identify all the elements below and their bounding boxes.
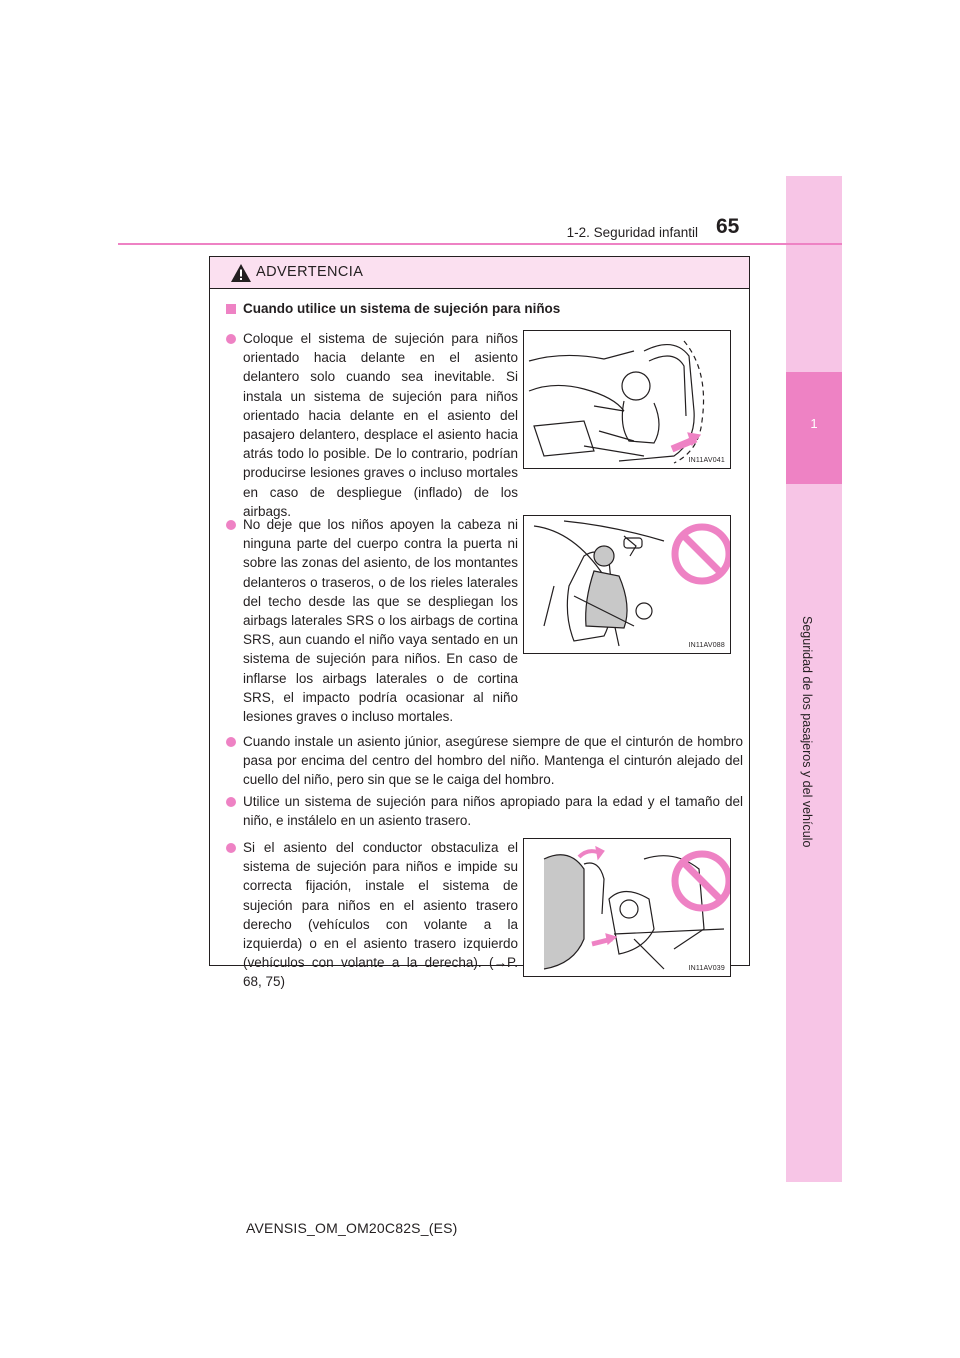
warning-title: ADVERTENCIA [256, 264, 364, 280]
forward-facing-child-seat-illustration [524, 331, 731, 469]
warning-header [210, 257, 749, 289]
warning-triangle-icon [230, 263, 252, 283]
chapter-number-tab [786, 372, 842, 484]
square-bullet-icon [226, 304, 236, 314]
footer-document-code: AVENSIS_OM_OM20C82S_(ES) [246, 1220, 458, 1236]
list-item-text: Si el asiento del conductor obstaculiza el sistema de sujeción para niños e impide su correcta fijación, instale el sistema de sujeción para niños en el asiento trasero derecho (vehículos con volante a la izquierda) o en el asiento trasero izquierdo (vehículos con volante a la derecha). (→P. 68, 75) [243, 840, 518, 990]
list-item [226, 792, 743, 830]
bullet-icon [226, 334, 236, 344]
bullet-icon [226, 520, 236, 530]
bullet-icon [226, 737, 236, 747]
figure-code: IN11AV088 [688, 642, 725, 649]
child-seat-rear-prohibited-illustration [524, 839, 731, 977]
figure-code: IN11AV041 [688, 457, 725, 464]
figure-child-leaning-prohibited [523, 515, 731, 654]
page-number: 65 [716, 215, 740, 238]
chapter-number: 1 [810, 416, 818, 431]
warning-box [209, 256, 750, 990]
child-leaning-on-door-prohibited-illustration [524, 516, 731, 654]
figure-rear-child-seat-prohibited [523, 838, 731, 977]
list-item [226, 732, 743, 790]
header-rule [118, 243, 842, 245]
section-title: 1-2. Seguridad infantil [566, 225, 698, 240]
chapter-side-title: Seguridad de los pasajeros y del vehículo [800, 616, 814, 848]
list-item-text: Coloque el sistema de sujeción para niños orientado hacia delante en el asiento delantero solo cuando sea inevitable. Si instala un sistema de sujeción para niños orientado hacia delante en el asiento del pasajero delantero, desplace el asiento hacia atrás todo lo posible. De lo contrario, podrían producirse lesiones graves o incluso mortales en caso de despliegue (inflado) de los airbags. [243, 331, 518, 519]
bullet-icon [226, 797, 236, 807]
list-item-text: Utilice un sistema de sujeción para niños apropiado para la edad y el tamaño del niño, e instálelo en un asiento trasero. [243, 794, 743, 829]
figure-code: IN11AV039 [688, 965, 725, 972]
chapter-side-tab [786, 176, 842, 1182]
list-item [226, 515, 518, 726]
list-item-text: Cuando instale un asiento júnior, asegúrese siempre de que el cinturón de hombro pasa por encima del centro del hombro del niño. Mantenga el cinturón alejado del cuello del niño, pero sin que se le caiga del hombro. [243, 734, 743, 788]
list-item [226, 329, 518, 521]
list-item [226, 838, 518, 992]
figure-forward-facing-seat [523, 330, 731, 469]
bullet-icon [226, 843, 236, 853]
warning-subheading-text: Cuando utilice un sistema de sujeción para niños [243, 301, 561, 316]
warning-subheading [226, 301, 560, 316]
list-item-text: No deje que los niños apoyen la cabeza ni ninguna parte del cuerpo contra la puerta ni sobre las zonas del asiento, de los montantes delanteros o traseros, o de los rieles laterales del techo desde las que se despliegan los airbags laterales SRS o los airbags de cortina SRS, aun cuando el niño vaya sentado en un sistema de sujeción para niños. En caso de inflarse los airbags laterales o de cortina SRS, el impacto podría ocasionar al niño lesiones graves o incluso mortales. [243, 517, 518, 725]
